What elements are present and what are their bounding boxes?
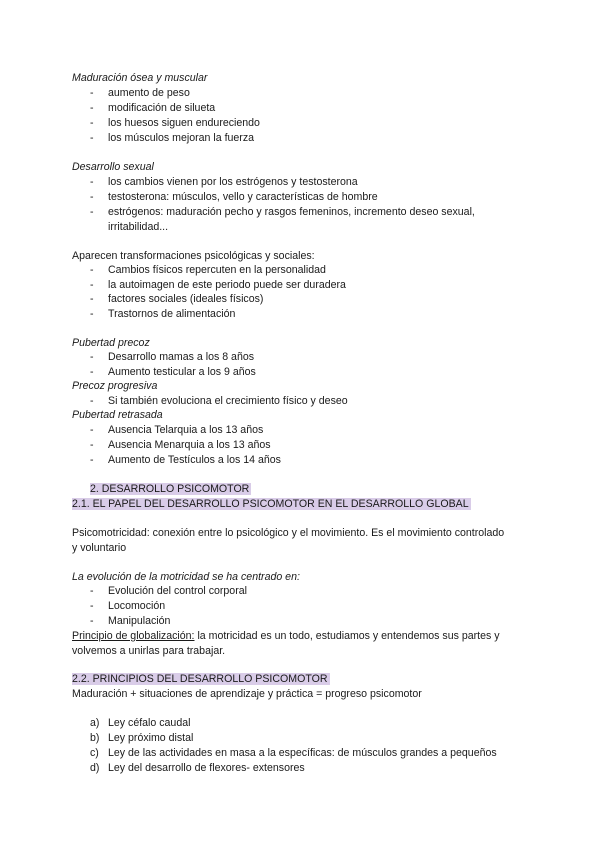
pubertad-retrasada-heading: Pubertad retrasada bbox=[72, 409, 163, 421]
principio-paragraph-line2: volvemos a unirlas para trabajar. bbox=[72, 645, 226, 657]
list-item-continuation: irritabilidad... bbox=[108, 221, 169, 233]
pubertad-precoz-heading: Pubertad precoz bbox=[72, 337, 150, 349]
desarrollo-sexual-heading: Desarrollo sexual bbox=[72, 161, 154, 173]
psicomotricidad-paragraph-line2: y voluntario bbox=[72, 542, 127, 554]
formula-text: Maduración + situaciones de aprendizaje y práctica = progreso psicomotor bbox=[72, 688, 422, 700]
transformaciones-intro: Aparecen transformaciones psicológicas y sociales: bbox=[72, 250, 315, 262]
precoz-progresiva-heading: Precoz progresiva bbox=[72, 380, 158, 392]
maduracion-heading: Maduración ósea y muscular bbox=[72, 72, 208, 84]
principio-label: Principio de globalización: bbox=[72, 630, 195, 642]
psicomotricidad-paragraph-line1: Psicomotricidad: conexión entre lo psicológico y el movimiento. Es el movimiento controlado bbox=[72, 527, 505, 539]
document-page: Maduración ósea y muscular - aumento de peso - modificación de silueta - los huesos siguen endureciendo - los músculos mejoran la fuerza Desarrollo sexual - los cambios vienen por los estrógenos y testosterona - testosterona: músculos, vello y características de hombre - estrógenos: maduración pecho y rasgos femeninos, incremento deseo sexual, irritabilidad... Aparecen transformaciones psicológicas y sociales: - Cambios físicos repercuten en la personalidad - la autoimagen de este periodo puede ser duradera - factores sociales (ideales físicos) - Trastornos de alimentación Pubertad precoz - Desarrollo mamas a los 8 años - Aumento testicular a los 9 años Precoz progresiva - Si también evoluciona el crecimiento físico y deseo Pubertad retrasada - Ausencia Telarquia a los 13 años - Ausencia Menarquia a los 13 años - Aumento de Testículos a los 14 años 2. DESARROLLO PSICOMOTOR 2.1. EL PAPEL DEL DESARROLLO PSICOMOTOR EN EL DESARROLLO GLOBAL Psicomotricidad: conexión entre lo psicológico y el movimiento. Es el movimiento controlado y voluntario La evolución de la motricidad se ha centrado en: - Evolución del control corporal - Locomoción - Manipulación Principio de globalización: la motricidad es un todo, estudiamos y entendemos sus partes y volvemos a unirlas para trabajar. 2.2. PRINCIPIOS DEL DESARROLLO PSICOMOTOR Maduración + situaciones de aprendizaje y práctica = progreso psicomotor a) Ley céfalo caudal b) Ley próximo distal c) Ley de las actividades en masa a la específicas: de músculos grandes a pequeños d) Ley del desarrollo de flexores- extensores bbox=[72, 72, 505, 774]
section-heading: 2. DESARROLLO PSICOMOTOR bbox=[90, 483, 250, 495]
subsection-heading: 2.1. EL PAPEL DEL DESARROLLO PSICOMOTOR EN EL DESARROLLO GLOBAL bbox=[72, 498, 469, 510]
evolucion-heading: La evolución de la motricidad se ha centrado en: bbox=[72, 571, 300, 583]
subsection-heading: 2.2. PRINCIPIOS DEL DESARROLLO PSICOMOTOR bbox=[72, 673, 328, 685]
principio-paragraph-line1: Principio de globalización: la motricidad es un todo, estudiamos y entendemos sus partes y bbox=[72, 630, 500, 642]
